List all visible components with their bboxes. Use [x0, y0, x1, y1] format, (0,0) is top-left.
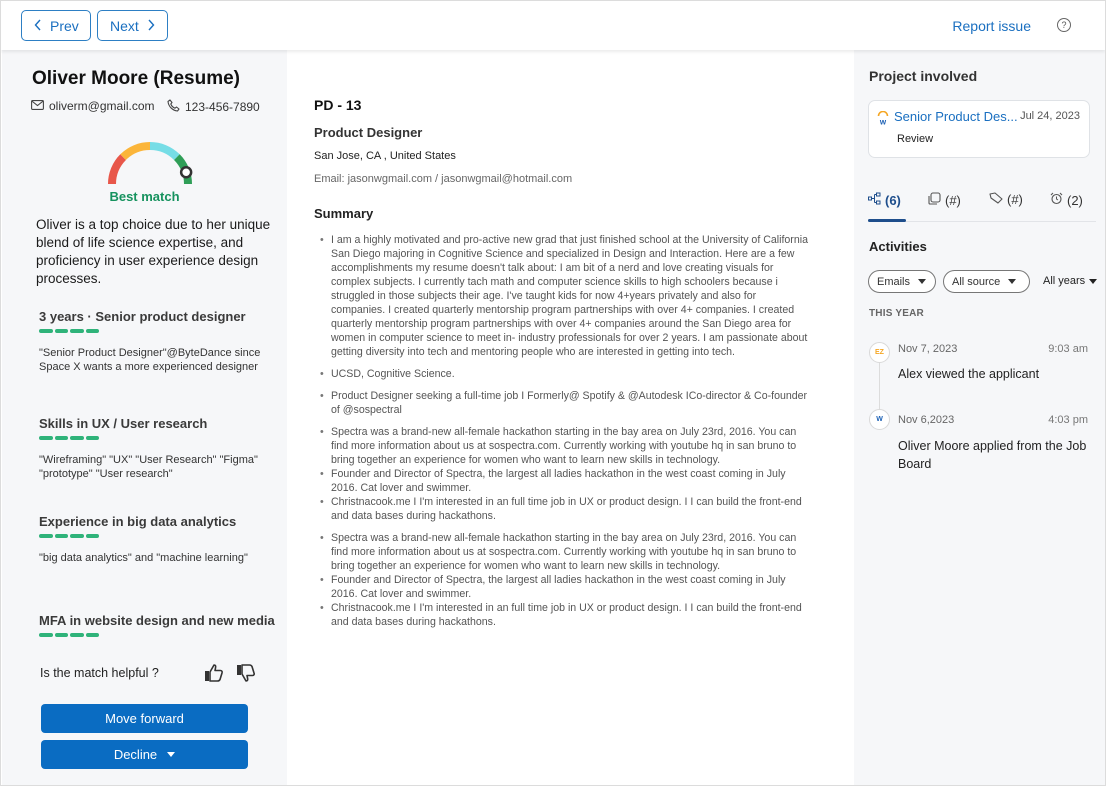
resume-location: San Jose, CA , United States — [314, 150, 456, 162]
email-text: oliverm@gmail.com — [49, 99, 155, 113]
mail-icon — [31, 99, 44, 113]
summary-list — [320, 233, 810, 629]
gauge-segment — [123, 146, 150, 157]
criterion — [39, 514, 279, 565]
next-label: Next — [110, 17, 139, 34]
criterion-evidence: "Senior Product Designer"@ByteDance since Space X wants a more experienced designer — [39, 347, 261, 373]
tab-reminders[interactable] — [1050, 192, 1083, 208]
source-filter-value: All source — [952, 275, 1001, 288]
gauge-segment — [112, 157, 123, 184]
criterion-score-bar — [39, 534, 279, 538]
move-forward-button[interactable] — [41, 704, 248, 733]
project-card[interactable] — [868, 100, 1090, 158]
criterion-score-bar — [39, 436, 279, 440]
summary-item: • UCSD, Cognitive Science. — [320, 367, 810, 381]
criterion-title: Skills in UX / User research — [39, 416, 208, 431]
workflow-icon — [868, 192, 881, 208]
resume-panel — [287, 50, 854, 786]
thumbs-down-icon[interactable] — [235, 662, 257, 684]
caret-down-icon — [1008, 279, 1016, 284]
event-description: Oliver Moore applied from the Job Board — [898, 439, 1087, 471]
criterion-title: MFA in website design and new media — [39, 613, 275, 628]
criterion — [39, 309, 279, 374]
project-date: Jul 24, 2023 — [1020, 110, 1080, 122]
report-issue-link[interactable]: Report issue — [952, 18, 1031, 34]
criterion-title: 3 years · Senior product designer — [39, 309, 246, 324]
gauge-segment — [150, 146, 177, 157]
alarm-icon — [1050, 192, 1063, 208]
phone-icon — [167, 99, 180, 115]
help-icon[interactable]: ? — [1057, 18, 1071, 32]
summary-item: • Founder and Director of Spectra, the largest all ladies hackathon in the west coast coming in July 2016. Cat lover and swimmer. — [320, 467, 810, 495]
resume-id: PD - 13 — [314, 97, 362, 113]
event-time: 4:03 pm — [1048, 414, 1088, 426]
chevron-left-icon — [34, 19, 42, 33]
timeline-section-label: THIS YEAR — [869, 308, 924, 319]
criterion — [39, 613, 279, 637]
tag-icon — [989, 192, 1003, 207]
resume-email: Email: jasonwgmail.com / jasonwgmail@hotmail.com — [314, 173, 573, 185]
move-forward-label: Move forward — [105, 711, 184, 726]
summary-item: • Christnacook.me I I'm interested in an full time job in UX or product design. I I can build the front-end and data bases during hackathons. — [320, 495, 810, 523]
event-description: Alex viewed the applicant — [898, 367, 1040, 381]
timeline-connector — [879, 362, 880, 412]
activity-panel — [854, 50, 1105, 786]
candidate-name: Oliver Moore (Resume) — [32, 68, 240, 89]
summary-heading: Summary — [314, 206, 374, 221]
caret-down-icon — [1089, 279, 1097, 284]
caret-down-icon — [167, 752, 175, 757]
decline-label: Decline — [113, 747, 158, 762]
criterion-score-bar — [39, 633, 279, 637]
criterion-score-bar — [39, 329, 279, 333]
workday-logo-icon — [877, 111, 889, 125]
summary-item: • I am a highly motivated and pro-active new grad that just finished school at the University of California San Diego majoring in Cognitive Science and specialized in Design and Interaction. Here are a few accomplishments my resume doesn't talk about: I am bit of a nerd and love creating visuals for complex subjects. I currently tach math and computer science skills to high schoolers because i struggled in those subjects their age. I've taught kids for now 4+years privately and also for companies. I created quarterly mentorship program partnerships with over 4+ companies. I created quarterly mentorship program partnerships with over 4+ companies around the San Diego area for women in computer science to meet in- industry professionals for over 2 years. I am passionate about getting diversity into tech and mentoring people who are interested in getting into tech. — [320, 233, 810, 359]
ez-logo-icon: EZ — [869, 342, 890, 363]
svg-text:w: w — [879, 117, 887, 125]
project-name[interactable]: Senior Product Des... — [894, 109, 1018, 124]
feedback-question: Is the match helpful ? — [40, 666, 159, 680]
summary-item: • Spectra was a brand-new all-female hackathon starting in the bay area on July 23rd, 2016. You can find more information about us at sospectra.com. Currently working with youtube hq in san bruno to bring together an experience for women who want to learn new skills in technology. — [320, 425, 810, 467]
criterion-evidence: "Wireframing" "UX" "User Research" "Figma" "prototype" "User research" — [39, 454, 258, 480]
notes-icon — [928, 192, 941, 208]
event-date: Nov 7, 2023 — [898, 343, 958, 355]
caret-down-icon — [918, 279, 926, 284]
activities-heading: Activities — [869, 239, 927, 254]
match-gauge — [100, 132, 200, 192]
years-filter-value: All years — [1043, 275, 1086, 287]
summary-item: • Spectra was a brand-new all-female hackathon starting in the bay area on July 23rd, 2016. You can find more information about us at sospectra.com. Currently working with youtube hq in san bruno to bring together an experience for women who want to learn new skills in technology. — [320, 531, 810, 573]
prev-label: Prev — [50, 17, 79, 34]
candidate-email[interactable] — [31, 99, 155, 113]
decline-button[interactable] — [41, 740, 248, 769]
years-filter-dropdown[interactable] — [1043, 275, 1097, 287]
type-filter-dropdown[interactable] — [868, 270, 936, 293]
criterion — [39, 416, 279, 481]
tab-count: (#) — [945, 192, 961, 208]
match-label: Best match — [109, 189, 180, 204]
thumbs-up-icon[interactable] — [203, 662, 225, 684]
criterion-evidence: "big data analytics" and "machine learning" — [39, 552, 248, 564]
source-filter-dropdown[interactable] — [943, 270, 1030, 293]
active-tab-indicator — [868, 219, 906, 222]
activity-tabs — [868, 190, 1096, 222]
tab-count: (2) — [1067, 192, 1083, 208]
type-filter-value: Emails — [877, 275, 911, 288]
tab-count: (#) — [1007, 192, 1023, 207]
workday-logo-icon: W — [869, 409, 890, 430]
gauge-knob — [181, 167, 191, 177]
top-bar — [1, 1, 1105, 50]
project-status: Review — [897, 133, 934, 145]
summary-item: • Product Designer seeking a full-time job I Formerly@ Spotify & @Autodesk ICo-director & Co-founder of @sospectral — [320, 389, 810, 417]
tab-notes[interactable] — [928, 192, 961, 208]
candidate-phone[interactable] — [167, 99, 260, 115]
event-date: Nov 6,2023 — [898, 414, 955, 426]
tab-count: (6) — [885, 192, 901, 208]
phone-text: 123-456-7890 — [185, 100, 260, 114]
next-button[interactable] — [97, 10, 168, 41]
match-panel — [2, 50, 287, 786]
project-heading: Project involved — [869, 68, 978, 84]
event-time: 9:03 am — [1048, 343, 1088, 355]
summary-item: • Christnacook.me I I'm interested in an full time job in UX or product design. I I can build the front-end and data bases during hackathons. — [320, 601, 810, 629]
criterion-title: Experience in big data analytics — [39, 514, 237, 529]
summary-item: • Founder and Director of Spectra, the largest all ladies hackathon in the west coast coming in July 2016. Cat lover and swimmer. — [320, 573, 810, 601]
chevron-right-icon — [147, 19, 155, 33]
prev-button[interactable] — [21, 10, 91, 41]
match-summary: Oliver is a top choice due to her unique blend of life science expertise, and proficiency in user experience design processes. — [36, 217, 271, 286]
tab-tags[interactable] — [989, 192, 1023, 207]
tab-workflow[interactable] — [868, 192, 901, 208]
resume-role: Product Designer — [314, 125, 423, 140]
